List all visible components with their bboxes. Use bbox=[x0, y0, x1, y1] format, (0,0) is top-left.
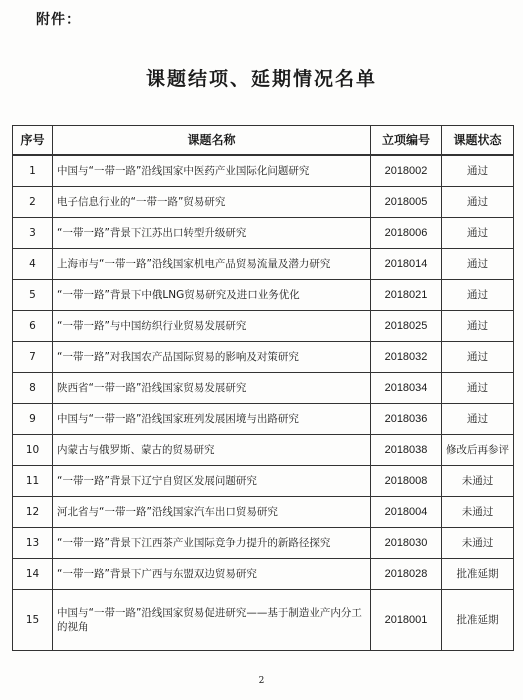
row-status: 通过 bbox=[442, 155, 514, 187]
row-no: 6 bbox=[13, 311, 53, 342]
table-row bbox=[13, 466, 514, 497]
row-status: 批准延期 bbox=[442, 590, 514, 651]
row-no: 1 bbox=[13, 155, 53, 187]
row-no: 2 bbox=[13, 187, 53, 218]
table-row bbox=[13, 280, 514, 311]
row-status: 通过 bbox=[442, 187, 514, 218]
project-table bbox=[12, 125, 514, 651]
row-name: “一带一路”背景下江西茶产业国际竞争力提升的新路径探究 bbox=[53, 528, 371, 559]
page-title: 课题结项、延期情况名单 bbox=[145, 68, 377, 90]
row-code: 2018004 bbox=[371, 497, 442, 528]
table-row bbox=[13, 218, 514, 249]
row-name: 上海市与“一带一路”沿线国家机电产品贸易流量及潜力研究 bbox=[53, 249, 371, 280]
table-row bbox=[13, 373, 514, 404]
table-row bbox=[13, 155, 514, 187]
table-row bbox=[13, 187, 514, 218]
table-header-row bbox=[13, 126, 514, 156]
row-name: 中国与“一带一路”沿线国家贸易促进研究——基于制造业产内分工的视角 bbox=[53, 590, 371, 651]
row-code: 2018025 bbox=[371, 311, 442, 342]
row-status: 未通过 bbox=[442, 466, 514, 497]
row-no: 14 bbox=[13, 559, 53, 590]
row-name: “一带一路”背景下辽宁自贸区发展问题研究 bbox=[53, 466, 371, 497]
row-status: 未通过 bbox=[442, 528, 514, 559]
row-name: “一带一路”与中国纺织行业贸易发展研究 bbox=[53, 311, 371, 342]
row-status: 通过 bbox=[442, 218, 514, 249]
row-status: 批准延期 bbox=[442, 559, 514, 590]
row-name: 中国与“一带一路”沿线国家中医药产业国际化问题研究 bbox=[53, 155, 371, 187]
row-code: 2018032 bbox=[371, 342, 442, 373]
header-no: 序号 bbox=[13, 126, 53, 156]
row-no: 12 bbox=[13, 497, 53, 528]
table-row bbox=[13, 528, 514, 559]
row-code: 2018034 bbox=[371, 373, 442, 404]
row-no: 8 bbox=[13, 373, 53, 404]
row-status: 修改后再参评 bbox=[442, 435, 514, 466]
row-name: 中国与“一带一路”沿线国家班列发展困境与出路研究 bbox=[53, 404, 371, 435]
row-code: 2018028 bbox=[371, 559, 442, 590]
table-row bbox=[13, 497, 514, 528]
row-code: 2018008 bbox=[371, 466, 442, 497]
header-code: 立项编号 bbox=[371, 126, 442, 156]
row-code: 2018038 bbox=[371, 435, 442, 466]
row-name: “一带一路”背景下广西与东盟双边贸易研究 bbox=[53, 559, 371, 590]
row-code: 2018014 bbox=[371, 249, 442, 280]
row-no: 4 bbox=[13, 249, 53, 280]
table-row bbox=[13, 311, 514, 342]
row-status: 通过 bbox=[442, 404, 514, 435]
row-name: 河北省与“一带一路”沿线国家汽车出口贸易研究 bbox=[53, 497, 371, 528]
row-no: 15 bbox=[13, 590, 53, 651]
page-number: 2 bbox=[258, 676, 265, 686]
row-status: 通过 bbox=[442, 280, 514, 311]
row-status: 通过 bbox=[442, 249, 514, 280]
table-row bbox=[13, 342, 514, 373]
row-code: 2018030 bbox=[371, 528, 442, 559]
row-no: 10 bbox=[13, 435, 53, 466]
row-status: 通过 bbox=[442, 342, 514, 373]
row-code: 2018006 bbox=[371, 218, 442, 249]
table-row bbox=[13, 559, 514, 590]
row-no: 9 bbox=[13, 404, 53, 435]
row-name: 电子信息行业的“一带一路”贸易研究 bbox=[53, 187, 371, 218]
header-status: 课题状态 bbox=[442, 126, 514, 156]
row-no: 7 bbox=[13, 342, 53, 373]
row-status: 通过 bbox=[442, 311, 514, 342]
row-name: 内蒙古与俄罗斯、蒙古的贸易研究 bbox=[53, 435, 371, 466]
row-name: “一带一路”背景下中俄LNG贸易研究及进口业务优化 bbox=[53, 280, 371, 311]
table-row bbox=[13, 435, 514, 466]
row-no: 3 bbox=[13, 218, 53, 249]
row-no: 5 bbox=[13, 280, 53, 311]
header-name: 课题名称 bbox=[53, 126, 371, 156]
row-code: 2018005 bbox=[371, 187, 442, 218]
row-status: 通过 bbox=[442, 373, 514, 404]
row-code: 2018021 bbox=[371, 280, 442, 311]
table-row bbox=[13, 404, 514, 435]
row-code: 2018036 bbox=[371, 404, 442, 435]
row-code: 2018002 bbox=[371, 155, 442, 187]
row-name: 陕西省“一带一路”沿线国家贸易发展研究 bbox=[53, 373, 371, 404]
row-no: 11 bbox=[13, 466, 53, 497]
row-code: 2018001 bbox=[371, 590, 442, 651]
table-row bbox=[13, 590, 514, 651]
row-no: 13 bbox=[13, 528, 53, 559]
row-status: 未通过 bbox=[442, 497, 514, 528]
row-name: “一带一路”背景下江苏出口转型升级研究 bbox=[53, 218, 371, 249]
table-row bbox=[13, 249, 514, 280]
attachment-label: 附件： bbox=[36, 12, 81, 28]
row-name: “一带一路”对我国农产品国际贸易的影响及对策研究 bbox=[53, 342, 371, 373]
